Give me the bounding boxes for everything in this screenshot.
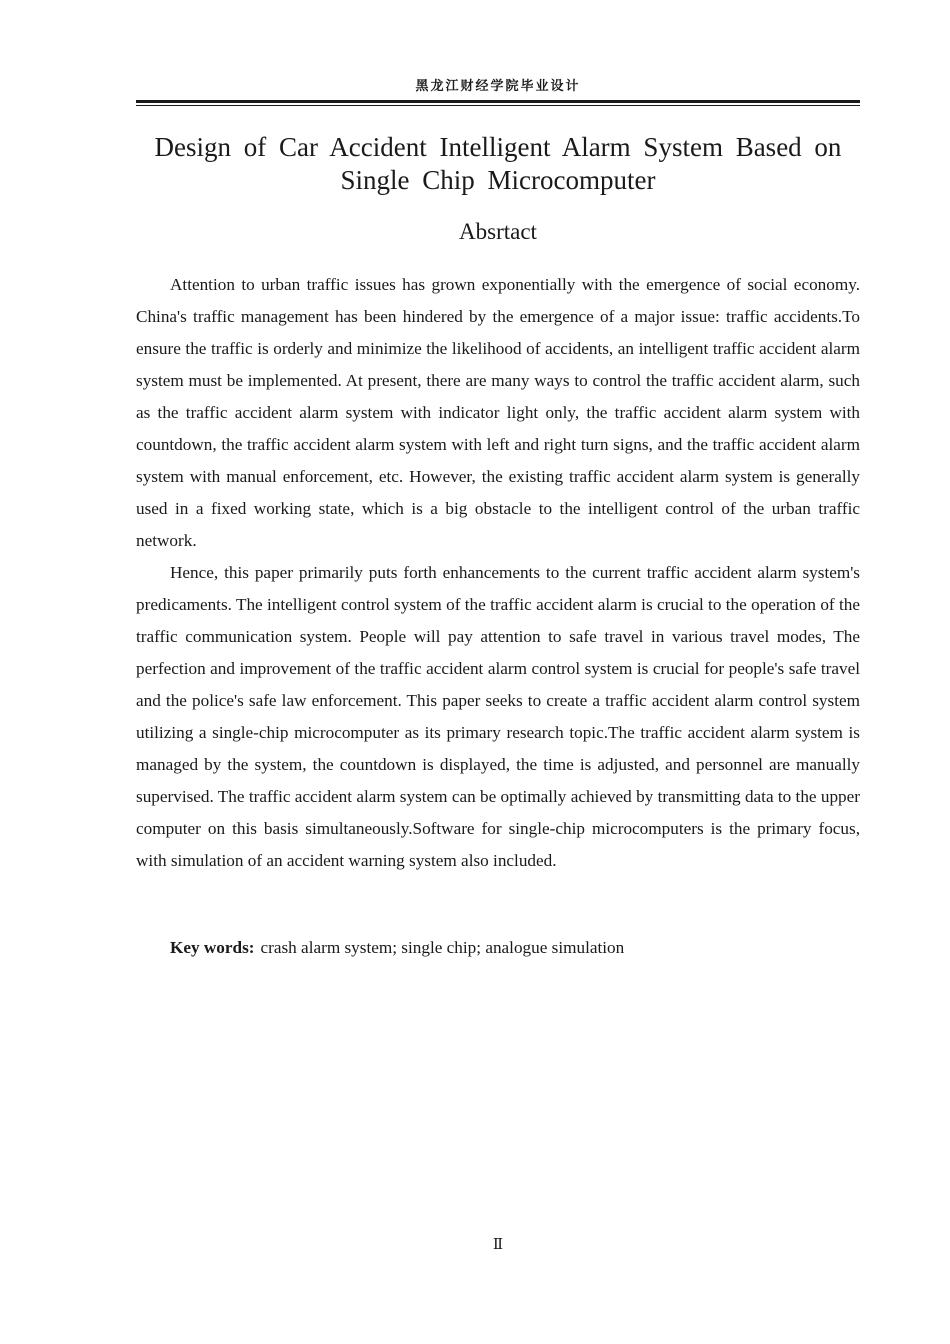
keywords-label: Key words: — [170, 938, 255, 957]
paper-title: Design of Car Accident Intelligent Alarm System Based on Single Chip Microcomputer — [154, 132, 842, 195]
abstract-heading: Absrtact — [459, 219, 537, 244]
abstract-body — [136, 269, 860, 877]
keywords-line — [170, 932, 860, 964]
abstract-paragraph-1: Attention to urban traffic issues has grown exponentially with the emergence of social economy. China's traffic management has been hindered by the emergence of a major issue: traffic accidents.To ensure the traffic is orderly and minimize the likelihood of accidents, an intelligent traffic accident alarm system must be implemented. At present, there are many ways to control the traffic accident alarm, such as the traffic accident alarm system with indicator light only, the traffic accident alarm system with countdown, the traffic accident alarm system with left and right turn signs, and the traffic accident alarm system with manual enforcement, etc. However, the existing traffic accident alarm system is generally used in a fixed working state, which is a big obstacle to the intelligent control of the urban traffic network. — [136, 275, 860, 550]
page-number: Ⅱ — [492, 1237, 504, 1253]
header-rule-thin — [136, 105, 860, 106]
header-rule-thick — [136, 100, 860, 103]
running-header: 黑龙江财经学院毕业设计 — [415, 79, 581, 94]
keywords-text: crash alarm system; single chip; analogue simulation — [260, 938, 625, 957]
abstract-paragraph-2: Hence, this paper primarily puts forth enhancements to the current traffic accident alarm system's predicaments. The intelligent control system of the traffic accident alarm is crucial to the operation of the traffic communication system. People will pay attention to safe travel in various travel modes, The perfection and improvement of the traffic accident alarm control system is crucial for people's safe travel and the police's safe law enforcement. This paper seeks to create a traffic accident alarm control system utilizing a single-chip microcomputer as its primary research topic.The traffic accident alarm system is managed by the system, the countdown is displayed, the time is adjusted, and personnel are manually supervised. The traffic accident alarm system can be optimally achieved by transmitting data to the upper computer on this basis simultaneously.Software for single-chip microcomputers is the primary focus, with simulation of an accident warning system also included. — [136, 563, 860, 870]
